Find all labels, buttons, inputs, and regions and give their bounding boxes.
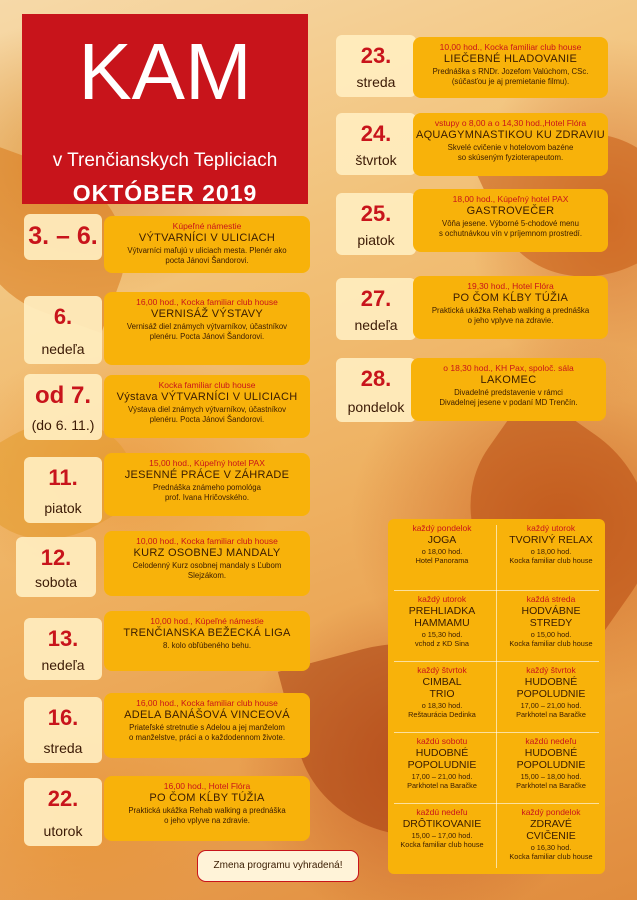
event-date: od 7. (34, 382, 91, 409)
event-description-line: Vôňa jesene. Výborné 5-chodové menu (442, 219, 579, 228)
regular-event-info-line: o 18,00 hod. (421, 547, 463, 556)
event-description-line: s ochutnávkou vín v príjemnom prostredí. (438, 229, 582, 238)
event-meta: 10,00 hod., Kocka familiar club house (439, 42, 582, 52)
regular-event-name-line: STREDY (529, 617, 573, 629)
regular-event-info-line: o 18,00 hod. (530, 547, 572, 556)
regular-event (497, 661, 605, 732)
event-description (104, 723, 310, 743)
grid-divider (394, 590, 599, 591)
event-name: PO ČOM KĹBY TÚŽIA (149, 792, 265, 804)
regular-event-info-line: Parkhotel na Baračke (516, 710, 586, 719)
date-box (336, 278, 416, 340)
event-date: 22. (47, 786, 79, 811)
regular-event-info-line: Kocka familiar club house (509, 852, 593, 861)
event-card (104, 611, 310, 671)
event-day: streda (43, 740, 83, 756)
event-description-line: plenéru. Pocta Jánovi Šandorovi. (149, 332, 265, 341)
regular-event-info-line: 15,00 – 17,00 hod. (411, 831, 473, 840)
event-description-line: o jeho vplyve na zdravie. (164, 816, 250, 825)
regular-event (497, 732, 605, 803)
regular-event-name-line: POPOLUDNIE (516, 759, 586, 771)
event-description (104, 483, 310, 503)
event-description-line: o manželstve, práci a o každodennom živote. (128, 733, 286, 742)
event-description (104, 322, 310, 342)
regular-event-when: každý utorok (417, 594, 467, 604)
regular-event-info (388, 701, 496, 719)
regular-event (497, 519, 605, 590)
event-description-line: Praktická ukážka Rehab walking a prednáška (431, 306, 590, 315)
regular-event-name (497, 676, 605, 700)
event-description-line: (súčasťou je aj premietanie filmu). (451, 77, 570, 86)
regular-event-name-line: CIMBAL (422, 676, 462, 688)
event-date: 23. (360, 43, 392, 68)
regular-event-when: každý štvrtok (526, 665, 576, 675)
event-description-line: 8. kolo obľúbeného behu. (162, 641, 252, 650)
event-description-line: Celodenný Kurz osobnej mandaly s Ľubom (132, 561, 282, 570)
event-description (413, 306, 608, 326)
event-card (411, 358, 606, 421)
regular-event-info-line: Parkhotel na Baračke (516, 781, 586, 790)
event-day: štvrtok (355, 152, 397, 168)
regular-event-name-line: CVIČENIE (526, 830, 576, 842)
regular-event-when: každú nedeľu (416, 807, 468, 817)
event-description-line: Skvelé cvičenie v hotelovom bazéne (447, 143, 574, 152)
event-description-line: o jeho vplyve na zdravie. (467, 316, 554, 325)
event-date: 16. (47, 705, 79, 730)
date-box (336, 193, 416, 255)
event-description-line: plenéru. Pocta Jánovi Šandorovi. (149, 415, 265, 424)
regular-event-info (497, 772, 605, 790)
date-box (336, 35, 416, 97)
regular-event-when: každý pondelok (521, 807, 581, 817)
event-name: AQUAGYMNASTIKOU KU ZDRAVIU (415, 129, 606, 141)
event-date: 13. (47, 626, 79, 651)
event-day: piatok (357, 232, 395, 248)
event-meta: 18,00 hod., Kúpeľný hotel PAX (452, 194, 569, 204)
event-meta: 10,00 hod., Kocka familiar club house (136, 536, 278, 546)
regular-event (388, 732, 496, 803)
event-description (104, 641, 310, 651)
regular-event-name (497, 534, 605, 546)
regular-event-name-line: HAMMAMU (414, 617, 470, 629)
event-card (104, 693, 310, 758)
regular-event-name-line: HUDOBNÉ (415, 747, 469, 759)
title-box (22, 14, 308, 204)
date-box (336, 113, 416, 175)
event-card (413, 37, 608, 98)
event-day: sobota (34, 574, 78, 590)
event-description-line: Vernisáž diel známych výtvarníkov, účastníkov (126, 322, 288, 331)
event-day: piatok (44, 500, 82, 516)
event-description (104, 405, 310, 425)
regular-event-info-line: 17,00 – 21,00 hod. (411, 772, 473, 781)
regular-event-info-line: Hotel Panorama (415, 556, 469, 565)
event-description (413, 219, 608, 239)
regular-event-name-line: TRIO (429, 688, 455, 700)
event-description-line: Divadelnej jesene v podaní MD Trenčín. (439, 398, 578, 407)
regular-event-info-line: 15,00 – 18,00 hod. (520, 772, 582, 781)
event-description (104, 246, 310, 266)
event-day: streda (356, 74, 396, 90)
event-meta: 19,30 hod., Hotel Flóra (467, 281, 554, 291)
regular-event (497, 590, 605, 661)
event-card (104, 375, 310, 438)
event-description-line: Praktická ukážka Rehab walking a prednáška (128, 806, 286, 815)
date-box (24, 778, 102, 846)
town-subtitle: v Trenčianskych Tepliciach (52, 150, 278, 171)
event-date: 27. (360, 286, 392, 311)
event-description-line: so skúseným fyzioterapeutom. (457, 153, 564, 162)
event-card (104, 776, 310, 841)
event-description (104, 561, 310, 581)
date-box (16, 537, 96, 597)
event-meta: 16,00 hod., Hotel Flóra (163, 781, 251, 791)
event-card (413, 113, 608, 176)
regular-event-name (388, 676, 496, 700)
regular-event-info (497, 701, 605, 719)
event-meta: 16,00 hod., Kocka familiar club house (136, 297, 278, 307)
regular-event-name-line: DRÔTIKOVANIE (402, 818, 482, 830)
event-day: nedeľa (41, 341, 85, 357)
event-day: nedeľa (354, 317, 398, 333)
event-day: utorok (43, 823, 83, 839)
event-day: pondelok (347, 399, 405, 415)
event-day: nedeľa (41, 657, 85, 673)
regular-event-name (388, 605, 496, 629)
regular-event-info (497, 630, 605, 648)
regular-event-name (388, 534, 496, 546)
event-date: 12. (40, 545, 72, 570)
event-description-line: prof. Ivana Hričovského. (164, 493, 250, 502)
event-description-line: Výtvarníci maľujú v uliciach mesta. Plenér ako (127, 246, 287, 255)
event-date: 24. (360, 121, 392, 146)
event-card (104, 453, 310, 516)
event-description-line: Výstava diel známych výtvarníkov, účastníkov (127, 405, 287, 414)
regular-event-info (388, 831, 496, 849)
grid-divider (394, 732, 599, 733)
regular-event-name (388, 747, 496, 771)
regular-event-info-line: Kocka familiar club house (509, 639, 593, 648)
regular-event-when: každú nedeľu (525, 736, 577, 746)
event-name: KURZ OSOBNEJ MANDALY (133, 547, 281, 559)
event-meta: 16,00 hod., Kocka familiar club house (136, 698, 278, 708)
regular-event-name (497, 747, 605, 771)
regular-event-name-line: PREHLIADKA (408, 605, 476, 617)
event-description (413, 143, 608, 163)
regular-event-info-line: 17,00 – 21,00 hod. (520, 701, 582, 710)
date-box (24, 618, 102, 680)
regular-event-name-line: HUDOBNÉ (524, 747, 578, 759)
event-description (413, 67, 608, 87)
event-date: 3. – 6. (28, 222, 98, 250)
page-title: KAM (78, 27, 252, 116)
regular-event (388, 661, 496, 732)
regular-event-name-line: HODVÁBNE (521, 605, 581, 617)
event-meta: Kocka familiar club house (158, 380, 256, 390)
regular-event-info-line: Reštaurácia Dedinka (408, 710, 476, 719)
regular-event-info (388, 772, 496, 790)
regular-event (388, 590, 496, 661)
event-name: VERNISÁŽ VÝSTAVY (151, 308, 263, 320)
regular-event-name-line: HUDOBNÉ (524, 676, 578, 688)
event-day: (do 6. 11.) (31, 417, 95, 433)
regular-event-info-line: o 16,30 hod. (530, 843, 572, 852)
regular-event-info (388, 630, 496, 648)
program-change-note: Zmena programu vyhradená! (197, 850, 359, 882)
regular-event (497, 803, 605, 874)
event-card (104, 216, 310, 273)
regular-event-info-line: Parkhotel na Baračke (407, 781, 477, 790)
event-meta: Kúpeľné námestie (172, 221, 242, 231)
regular-event-info-line: vchod z KD Sina (415, 639, 469, 648)
event-description (104, 806, 310, 826)
regular-event-name-line: TVORIVÝ RELAX (509, 534, 593, 546)
event-name: TRENČIANSKA BEŽECKÁ LIGA (123, 627, 291, 639)
regular-event-name-line: POPOLUDNIE (516, 688, 586, 700)
regular-event-when: každú sobotu (416, 736, 468, 746)
regular-event-when: každý štvrtok (417, 665, 467, 675)
month-title: OKTÓBER 2019 (72, 180, 258, 206)
regular-event-name-line: ZDRAVÉ (530, 818, 572, 830)
regular-event-name (497, 605, 605, 629)
regular-event-when: každý pondelok (412, 523, 472, 533)
regular-event (388, 519, 496, 590)
event-meta: 10,00 hod., Kúpeľné námestie (150, 616, 264, 626)
event-card (104, 292, 310, 365)
event-description-line: Priateľské stretnutie s Adelou a jej manželom (129, 723, 285, 732)
event-description-line: pocta Jánovi Šandorovi. (165, 256, 249, 265)
regular-event-info (497, 843, 605, 861)
event-description (411, 388, 606, 408)
event-date: 28. (360, 366, 392, 391)
date-box (24, 374, 102, 440)
regular-event-info-line: Kocka familiar club house (509, 556, 593, 565)
date-box (24, 697, 102, 763)
event-description-line: Prednáška s RNDr. Jozefom Valúchom, CSc. (432, 67, 589, 76)
regular-event (388, 803, 496, 874)
regular-event-info-line: Kocka familiar club house (400, 840, 484, 849)
grid-divider (394, 661, 599, 662)
event-name: JESENNÉ PRÁCE V ZÁHRADE (124, 469, 290, 481)
event-card (104, 531, 310, 596)
event-description-line: Prednáška známeho pomológa (153, 483, 261, 492)
event-description-line: Slejzákom. (187, 571, 227, 580)
date-box (336, 358, 416, 422)
grid-divider (394, 803, 599, 804)
event-name: PO ČOM KĹBY TÚŽIA (452, 292, 569, 304)
regular-event-info (497, 547, 605, 565)
regular-event-info-line: o 18,30 hod. (421, 701, 463, 710)
event-card (413, 276, 608, 339)
regular-event-info-line: o 15,00 hod. (530, 630, 572, 639)
date-box (24, 457, 102, 523)
event-name: GASTROVEČER (466, 205, 555, 217)
regular-event-info (388, 547, 496, 565)
event-name: Výstava VÝTVARNÍCI V ULICIACH (116, 391, 298, 403)
event-meta: vstupy o 8,00 a o 14,30 hod.,Hotel Flóra (434, 118, 587, 128)
event-description-line: Divadelné predstavenie v rámci (454, 388, 563, 397)
event-meta: 15,00 hod., Kúpeľný hotel PAX (149, 458, 265, 468)
event-card (413, 189, 608, 252)
regular-event-name-line: POPOLUDNIE (407, 759, 477, 771)
event-name: LAKOMEC (480, 374, 537, 386)
regular-event-when: každý utorok (526, 523, 576, 533)
regular-event-name (388, 818, 496, 830)
regular-event-name (497, 818, 605, 842)
regular-event-when: každá streda (526, 594, 576, 604)
regular-event-info-line: o 15,30 hod. (421, 630, 463, 639)
event-name: VÝTVARNÍCI V ULICIACH (138, 232, 276, 244)
event-date: 25. (360, 201, 392, 226)
regular-event-name-line: JOGA (427, 534, 457, 546)
event-name: ADELA BANÁŠOVÁ VINCEOVÁ (124, 709, 290, 721)
event-name: LIEČEBNÉ HLADOVANIE (443, 53, 578, 65)
date-box (24, 296, 102, 364)
event-date: 11. (48, 465, 78, 490)
date-box (24, 214, 102, 260)
event-meta: o 18,30 hod., KH Pax, spoloč. sála (443, 363, 574, 373)
regular-events-grid (388, 519, 605, 874)
event-date: 6. (53, 304, 73, 329)
